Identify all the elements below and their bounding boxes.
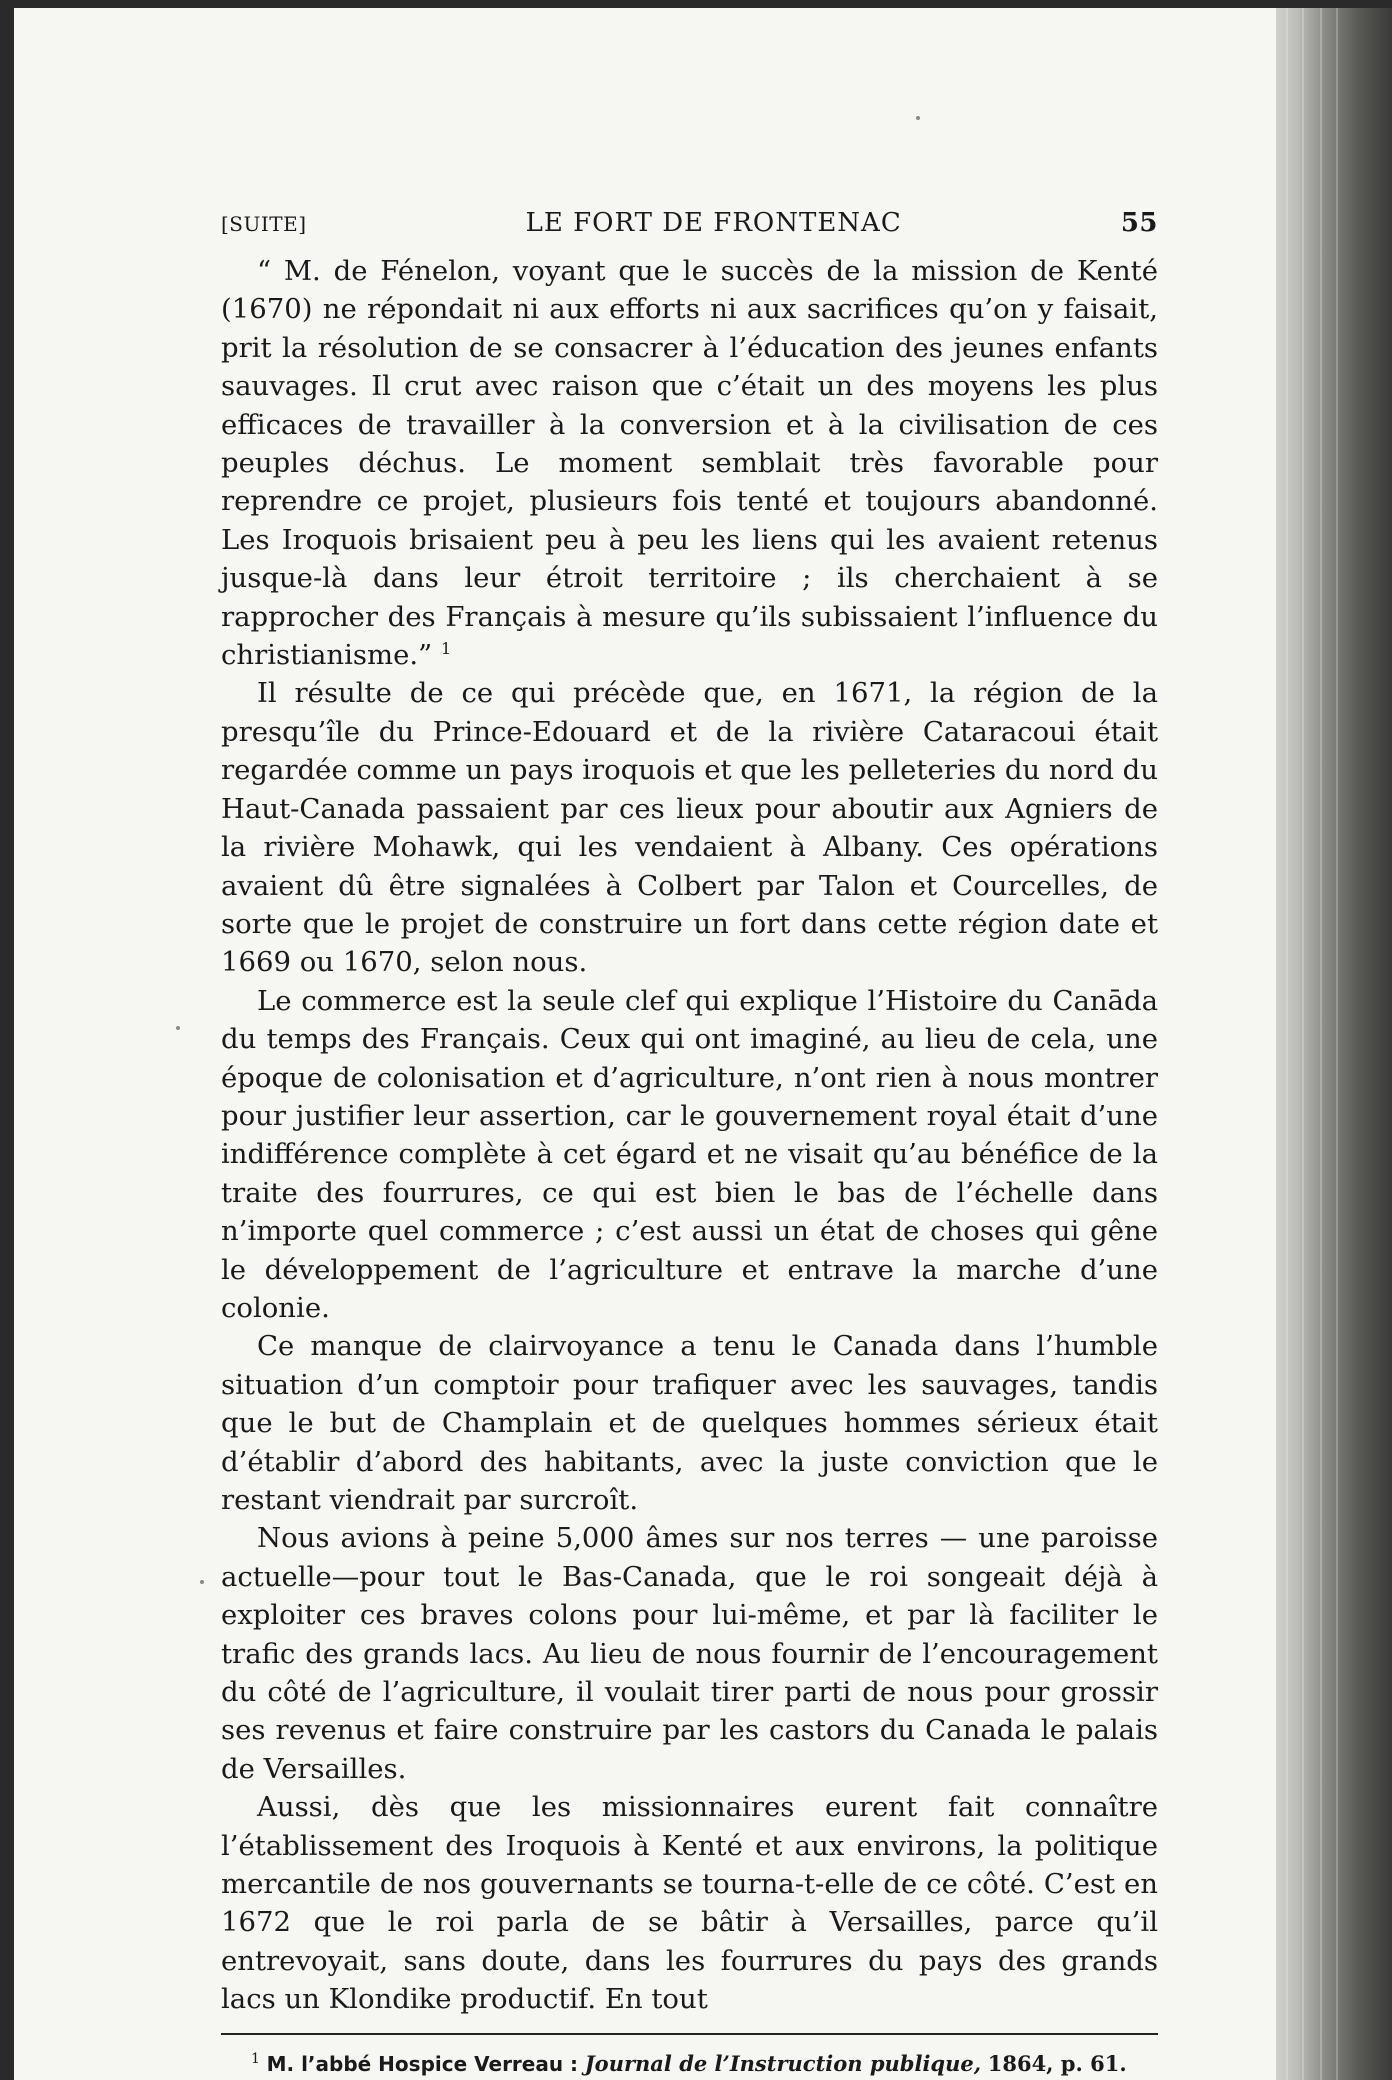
paragraph-1-text: “ M. de Fénelon, voyant que le succès de la mission de Kenté (1670) ne répondait ni aux efforts ni aux sacrifices qu’on y faisait, prit la résolution de se consacrer à l’éducation des jeunes enfants sauvages. Il crut avec raison que c’était un des moyens les plus efficaces de travailler à la conversion et à la civilisation de ces peuples déchus. Le moment semblait très favorable pour reprendre ce projet, plusieurs fois tenté et toujours abandonné. Les Iroquois brisaient peu à peu les liens qui les avaient retenus jusque-là dans leur étroit territoire ; ils cherchaient à se rapprocher des Français à mesure qu’ils subissaient l’influence du christianisme.” (221, 255, 1158, 672)
paragraph-1 (221, 252, 1158, 674)
footnote-source: Journal de l’Instruction publique, (584, 2050, 982, 2076)
book-page-edges (1276, 8, 1392, 2080)
book-page (14, 8, 1276, 2080)
running-head (221, 208, 1158, 238)
paragraph-4: Ce manque de clairvoyance a tenu le Canada dans l’humble situation d’un comptoir pour trafiquer avec les sauvages, tandis que le but de Champlain et de quelques hommes sérieux était d’établir d’abord des habitants, avec la juste conviction que le restant viendrait par surcroît. (221, 1330, 1158, 1516)
paragraph-3: Le commerce est la seule clef qui explique l’Histoire du Canāda du temps des Français. Ceux qui ont imaginé, au lieu de cela, une époque de colonisation et d’agriculture, n’ont rien à nous montrer pour justifier leur assertion, car le gouvernement royal était d’une indifférence complète à cet égard et ne visait qu’au bénéfice de la traite des fourrures, ce qui est bien le bas de l’échelle dans n’importe quel commerce ; c’est aussi un état de choses qui gêne le développement de l’agriculture et entrave la marche d’une colonie. (221, 984, 1158, 1324)
paper-speck (200, 1580, 204, 1584)
paragraph-5: Nous avions à peine 5,000 âmes sur nos terres — une paroisse actuelle—pour tout le Bas-Canada, que le roi songeait déjà à exploiter ces braves colons pour lui-même, et par là faciliter le trafic des grands lacs. Au lieu de nous fournir de l’encouragement du côté de l’agriculture, il voulait tirer parti de nous pour grossir ses revenus et faire construire par les castors du Canada le palais de Versailles. (221, 1522, 1158, 1785)
footnote-author: M. l’abbé Hospice Verreau : (266, 2051, 579, 2076)
paper-speck (176, 1026, 180, 1030)
text-block (221, 208, 1158, 2078)
footnote-citation: 1864, p. 61. (987, 2050, 1127, 2076)
page-number: 55 (1120, 208, 1158, 238)
footnote-reference[interactable]: 1 (440, 638, 452, 658)
footnote (221, 2045, 1158, 2078)
running-title: LE FORT DE FRONTENAC (525, 208, 902, 238)
paper-speck (916, 116, 920, 120)
section-label: [SUITE] (221, 212, 307, 236)
paragraph-6: Aussi, dès que les missionnaires eurent fait connaître l’établissement des Iroquois à Kenté et aux environs, la politique mercantile de nos gouvernants se tourna-t-elle de ce côté. C’est en 1672 que le roi parla de se bâtir à Versailles, parce qu’il entrevoyait, sans doute, dans les fourrures du pays des grands lacs un Klondike productif. En tout (221, 1791, 1158, 2016)
paragraph-2: Il résulte de ce qui précède que, en 1671, la région de la presqu’île du Prince-Edouard et de la rivière Cataracoui était regardée comme un pays iroquois et que les pelleteries du nord du Haut-Canada passaient par ces lieux pour aboutir aux Agniers de la rivière Mohawk, qui les vendaient à Albany. Ces opérations avaient dû être signalées à Colbert par Talon et Courcelles, de sorte que le projet de construire un fort dans cette région date et 1669 ou 1670, selon nous. (221, 677, 1158, 979)
footnote-divider (221, 2033, 1158, 2035)
footnote-marker: 1 (251, 2050, 260, 2067)
